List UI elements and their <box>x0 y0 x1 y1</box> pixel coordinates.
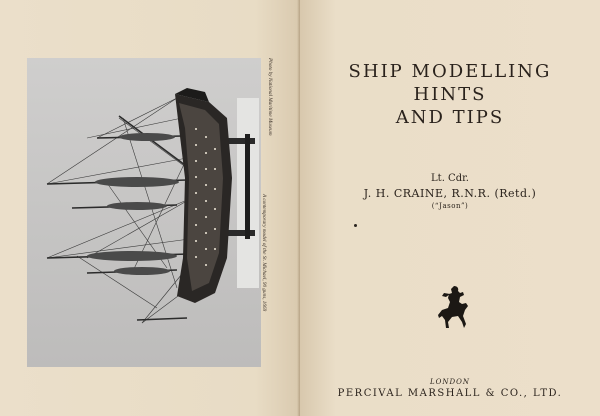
photo-caption <box>263 58 277 367</box>
ship-model-photo <box>27 58 261 367</box>
author-pseudonym: (“Jason”) <box>431 202 469 210</box>
publisher-city: LONDON <box>430 378 470 386</box>
ink-speck <box>354 224 357 227</box>
title-line-2: HINTS <box>413 84 487 105</box>
author-name: J. H. CRAINE, R.N.R. (Retd.) <box>363 187 537 200</box>
title-line-3: AND TIPS <box>395 107 505 128</box>
author-rank: Lt. Cdr. <box>431 173 469 184</box>
book-title <box>330 60 570 129</box>
photo-description: A contemporary model of the St. Michael, 90 guns, 1669 <box>261 194 267 312</box>
author-block <box>330 172 570 212</box>
horse-and-rider-icon <box>436 284 472 336</box>
publisher-block <box>330 377 570 401</box>
ship-model-illustration <box>27 58 261 367</box>
publisher-name: PERCIVAL MARSHALL & CO., LTD. <box>337 388 563 399</box>
title-line-1: SHIP MODELLING <box>348 61 552 82</box>
photo-credit: Photo by National Maritime Museum <box>267 58 273 136</box>
